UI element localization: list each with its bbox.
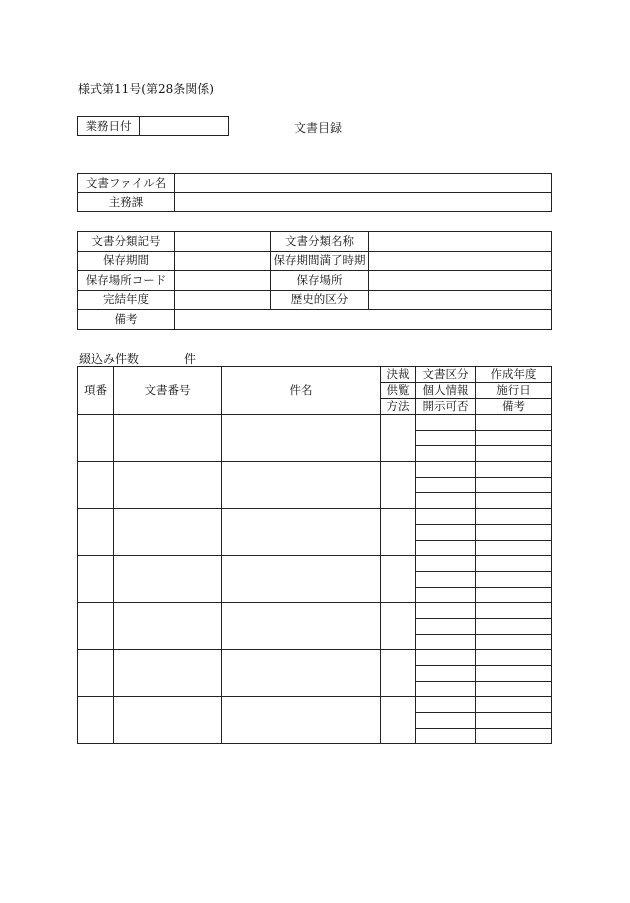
item-no-cell[interactable]: [78, 650, 114, 697]
file-name-field[interactable]: [175, 174, 552, 193]
doc-attr-cell[interactable]: [476, 540, 552, 556]
location-code-label: 保存場所コード: [78, 271, 175, 291]
doc-attr-cell[interactable]: [416, 697, 476, 713]
table-row: [78, 462, 552, 478]
location-label: 保存場所: [271, 271, 369, 291]
table-row: [78, 697, 552, 713]
count-unit: 件: [184, 352, 197, 366]
doc-attr-cell[interactable]: [416, 681, 476, 697]
header-decision-c: 方法: [381, 399, 416, 415]
count-label: 綴込み件数: [79, 352, 140, 366]
doc-attr-cell[interactable]: [476, 650, 552, 666]
table-row: [78, 556, 552, 572]
doc-attr-cell[interactable]: [476, 697, 552, 713]
doc-attr-cell[interactable]: [476, 681, 552, 697]
doc-attr-cell[interactable]: [416, 524, 476, 540]
file-info-table: [77, 173, 552, 212]
date-label: 業務日付: [78, 117, 140, 136]
class-name-label: 文書分類名称: [271, 232, 369, 252]
doc-attr-cell[interactable]: [416, 571, 476, 587]
doc-no-cell[interactable]: [114, 697, 222, 744]
header-decision-b: 供覧: [381, 383, 416, 399]
remarks-field[interactable]: [175, 310, 552, 330]
item-no-cell[interactable]: [78, 697, 114, 744]
decision-method-cell[interactable]: [381, 697, 416, 744]
date-field[interactable]: [140, 117, 229, 136]
doc-attr-cell[interactable]: [416, 650, 476, 666]
table-row: [78, 509, 552, 525]
class-code-label: 文書分類記号: [78, 232, 175, 252]
doc-attr-cell[interactable]: [416, 462, 476, 478]
doc-attr-cell[interactable]: [416, 618, 476, 634]
doc-no-cell[interactable]: [114, 509, 222, 556]
doc-attr-cell[interactable]: [416, 634, 476, 650]
location-code-field[interactable]: [175, 271, 271, 291]
decision-method-cell[interactable]: [381, 462, 416, 509]
retention-expiry-field[interactable]: [369, 251, 552, 271]
header-remarks: 備考: [476, 399, 552, 415]
decision-method-cell[interactable]: [381, 650, 416, 697]
department-label: 主務課: [78, 193, 175, 212]
doc-attr-cell[interactable]: [476, 634, 552, 650]
retention-period-label: 保存期間: [78, 251, 175, 271]
subject-cell[interactable]: [222, 556, 381, 603]
completion-year-label: 完結年度: [78, 290, 175, 310]
doc-attr-cell[interactable]: [476, 477, 552, 493]
item-no-cell[interactable]: [78, 556, 114, 603]
decision-method-cell[interactable]: [381, 603, 416, 650]
classification-table: [77, 231, 552, 330]
header-decision-a: 決裁: [381, 367, 416, 383]
class-name-field[interactable]: [369, 232, 552, 252]
historical-field[interactable]: [369, 290, 552, 310]
decision-method-cell[interactable]: [381, 415, 416, 462]
doc-attr-cell[interactable]: [416, 415, 476, 431]
doc-attr-cell[interactable]: [416, 477, 476, 493]
doc-attr-cell[interactable]: [476, 415, 552, 431]
doc-attr-cell[interactable]: [416, 587, 476, 603]
doc-attr-cell[interactable]: [476, 666, 552, 682]
doc-attr-cell[interactable]: [476, 713, 552, 729]
table-row: [78, 603, 552, 619]
class-code-field[interactable]: [175, 232, 271, 252]
item-no-cell[interactable]: [78, 603, 114, 650]
item-no-cell[interactable]: [78, 415, 114, 462]
table-row: [78, 415, 552, 431]
header-enforced-date: 施行日: [476, 383, 552, 399]
subject-cell[interactable]: [222, 697, 381, 744]
doc-attr-cell[interactable]: [476, 603, 552, 619]
decision-method-cell[interactable]: [381, 556, 416, 603]
doc-attr-cell[interactable]: [416, 493, 476, 509]
doc-attr-cell[interactable]: [476, 556, 552, 572]
doc-attr-cell[interactable]: [476, 446, 552, 462]
doc-attr-cell[interactable]: [476, 462, 552, 478]
doc-attr-cell[interactable]: [416, 509, 476, 525]
document-title: 文書目録: [294, 121, 343, 135]
subject-cell[interactable]: [222, 462, 381, 509]
subject-cell[interactable]: [222, 415, 381, 462]
subject-cell[interactable]: [222, 603, 381, 650]
doc-attr-cell[interactable]: [476, 728, 552, 744]
header-item-no: 項番: [78, 367, 114, 415]
doc-no-cell[interactable]: [114, 603, 222, 650]
doc-attr-cell[interactable]: [416, 540, 476, 556]
decision-method-cell[interactable]: [381, 509, 416, 556]
file-name-label: 文書ファイル名: [78, 174, 175, 193]
doc-no-cell[interactable]: [114, 650, 222, 697]
historical-label: 歴史的区分: [271, 290, 369, 310]
doc-attr-cell[interactable]: [476, 587, 552, 603]
doc-attr-cell[interactable]: [476, 571, 552, 587]
retention-expiry-label: 保存期間満了時期: [271, 251, 369, 271]
item-no-cell[interactable]: [78, 462, 114, 509]
doc-attr-cell[interactable]: [416, 556, 476, 572]
doc-no-cell[interactable]: [114, 462, 222, 509]
header-subject: 件名: [222, 367, 381, 415]
doc-attr-cell[interactable]: [416, 430, 476, 446]
doc-attr-cell[interactable]: [416, 446, 476, 462]
retention-period-field[interactable]: [175, 251, 271, 271]
doc-attr-cell[interactable]: [416, 728, 476, 744]
date-box: [77, 116, 229, 136]
form-label: 様式第11号(第28条関係): [78, 82, 214, 96]
subject-cell[interactable]: [222, 509, 381, 556]
header-personal-info: 個人情報: [416, 383, 476, 399]
completion-year-field[interactable]: [175, 290, 271, 310]
location-field[interactable]: [369, 271, 552, 291]
table-row: [78, 650, 552, 666]
doc-attr-cell[interactable]: [476, 509, 552, 525]
doc-attr-cell[interactable]: [476, 618, 552, 634]
doc-no-cell[interactable]: [114, 556, 222, 603]
remarks-label: 備考: [78, 310, 175, 330]
doc-attr-cell[interactable]: [416, 603, 476, 619]
department-field[interactable]: [175, 193, 552, 212]
header-doc-category: 文書区分: [416, 367, 476, 383]
doc-attr-cell[interactable]: [416, 713, 476, 729]
header-created-year: 作成年度: [476, 367, 552, 383]
header-doc-no: 文書番号: [114, 367, 222, 415]
header-disclosure: 開示可否: [416, 399, 476, 415]
doc-attr-cell[interactable]: [476, 430, 552, 446]
doc-no-cell[interactable]: [114, 415, 222, 462]
item-no-cell[interactable]: [78, 509, 114, 556]
subject-cell[interactable]: [222, 650, 381, 697]
doc-attr-cell[interactable]: [476, 493, 552, 509]
doc-attr-cell[interactable]: [476, 524, 552, 540]
document-list-table: [77, 366, 552, 744]
doc-attr-cell[interactable]: [416, 666, 476, 682]
